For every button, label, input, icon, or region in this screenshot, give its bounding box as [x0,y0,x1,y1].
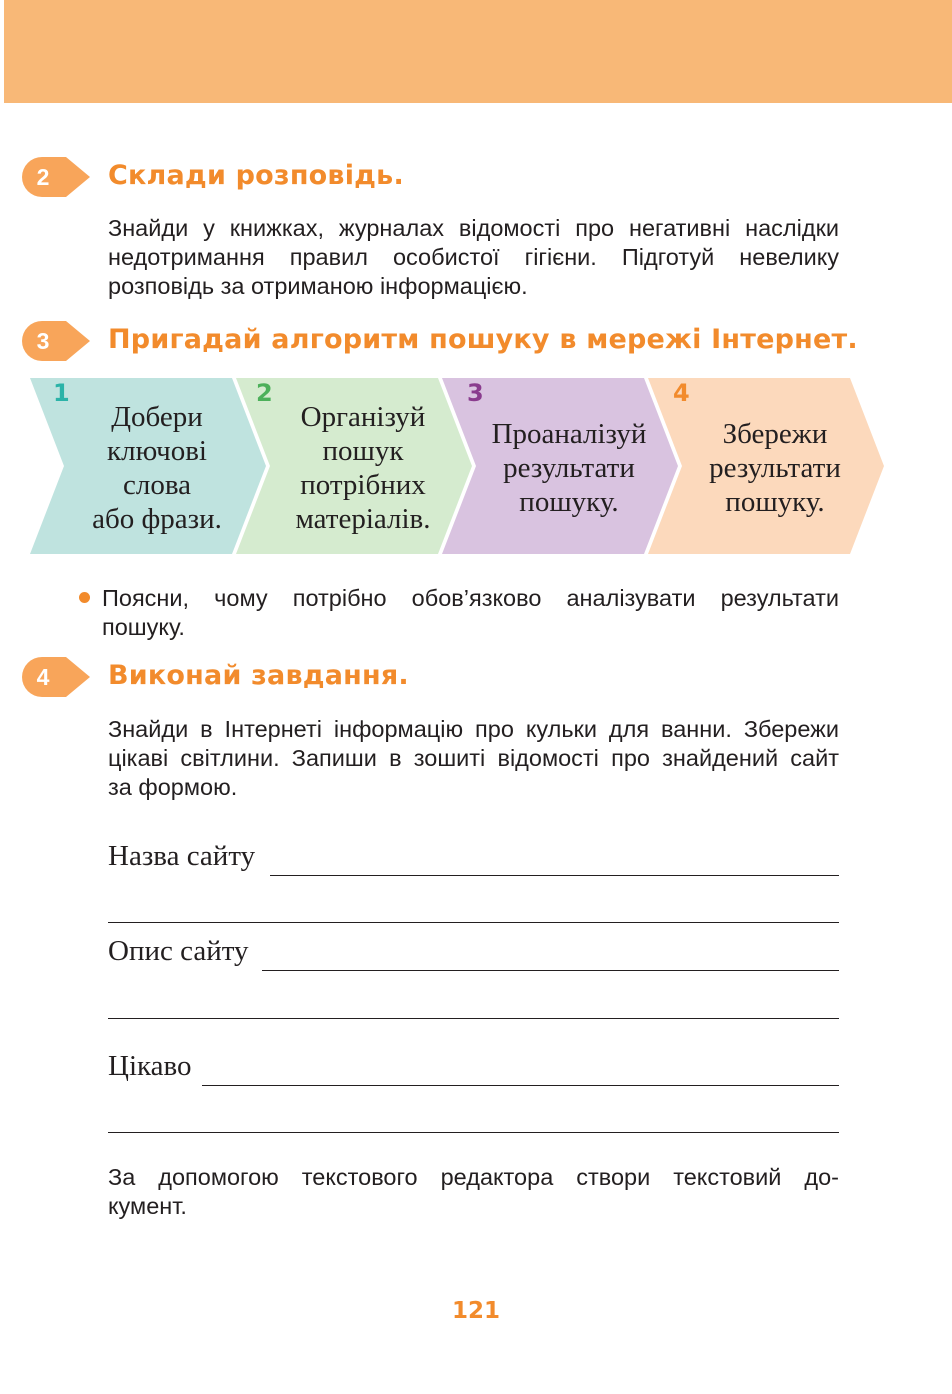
site-name-field-continued[interactable] [108,922,839,923]
task-title: Склади розповідь. [108,160,404,191]
task-number: 2 [36,164,50,190]
step-number: 1 [53,379,70,407]
text-line: розповідь за отриманою інформацією. [108,273,528,299]
step-line: або фрази. [92,503,222,535]
site-description-label: Опис сайту [108,935,249,967]
step-line: Проаналізуй [491,418,647,450]
step-line: потрібних [300,469,426,501]
task-title: Пригадай алгоритм пошуку в мережі Інтернет. [108,324,858,355]
text-line: Поясни, чому потрібно обов’язково аналізувати результати [102,585,839,611]
task-description [108,214,839,301]
text-line: недотримання правил особистої гігієни. Підготуй невелику [108,244,839,270]
task-number-badge [22,157,92,197]
step-line: ключові [107,435,207,467]
step-text [278,400,448,536]
step-line: Добери [111,401,203,433]
step-line: пошуку. [725,486,825,518]
site-name-field[interactable] [270,875,839,876]
step-number: 3 [467,379,484,407]
interesting-field-continued[interactable] [108,1132,839,1133]
task-description [108,715,839,802]
text-line: кумент. [108,1193,187,1219]
text-line: За допомогою текстового редактора створи текстовий до- [108,1164,839,1190]
task-number-badge [22,657,92,697]
text-line: цікаві світлини. Запиши в зошиті відомості про знайдений сайт [108,745,839,771]
header-band [4,0,952,103]
step-line: результати [503,452,635,484]
task-footer-instruction [108,1163,839,1221]
interesting-field[interactable] [202,1085,839,1086]
page-number: 121 [451,1298,500,1324]
bullet-icon [79,592,90,603]
step-number: 2 [256,379,273,407]
step-text [72,400,242,536]
interesting-label: Цікаво [108,1050,192,1082]
task-number-badge [22,321,92,361]
step-line: Організуй [300,401,426,433]
step-text [690,417,860,519]
site-description-field-continued[interactable] [108,1018,839,1019]
algorithm-steps [0,378,952,555]
step-number: 4 [673,379,690,407]
task-number: 4 [36,664,50,690]
text-line: пошуку. [102,614,185,640]
bullet-question [102,584,839,642]
step-line: матеріалів. [295,503,431,535]
step-line: пошук [322,435,404,467]
step-line: результати [709,452,841,484]
text-line: Знайди в Інтернеті інформацію про кульки для ванни. Збережи [108,716,839,742]
task-title: Виконай завдання. [108,660,409,691]
text-line: за формою. [108,774,238,800]
step-text [478,417,660,519]
task-number: 3 [36,328,50,354]
site-description-field[interactable] [262,970,839,971]
site-name-label: Назва сайту [108,840,256,872]
step-line: пошуку. [519,486,619,518]
text-line: Знайди у книжках, журналах відомості про негативні наслідки [108,215,839,241]
step-line: слова [122,469,192,501]
step-line: Збережи [722,418,828,450]
